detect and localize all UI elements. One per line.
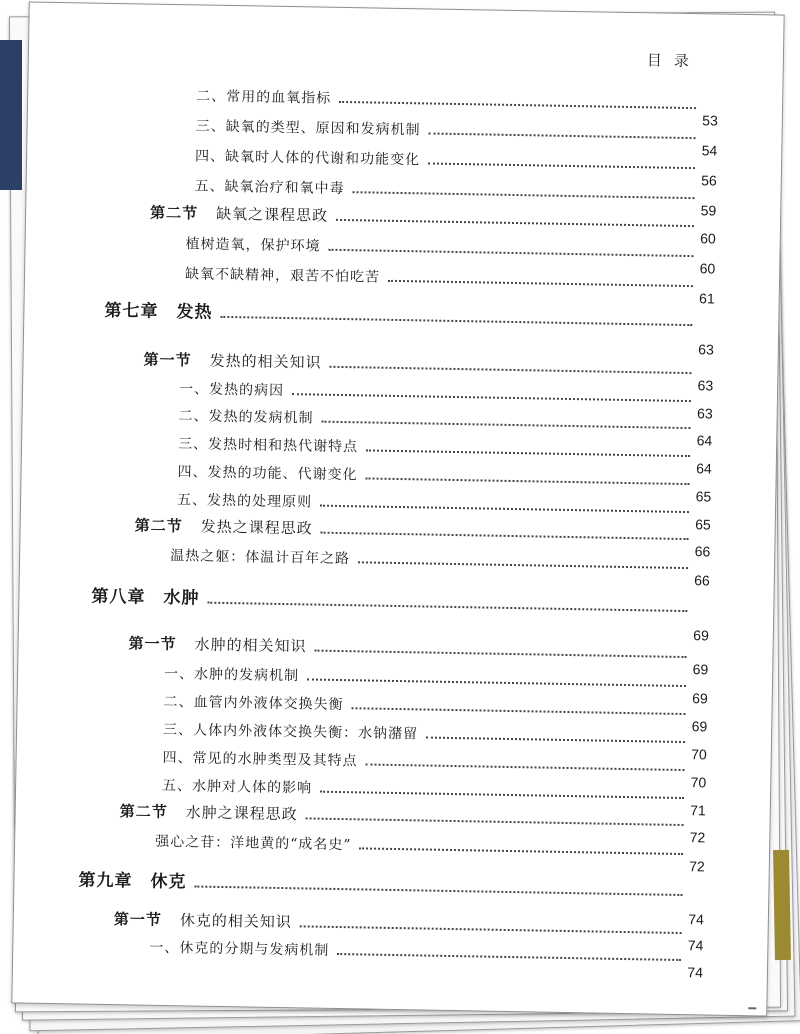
section-number: 第一节 (143, 350, 192, 370)
toc-page (11, 1, 784, 1016)
toc-page-number: 69 (692, 661, 709, 678)
toc-entry-label: 一、发热的病因 (178, 381, 285, 399)
toc-section-label (120, 800, 298, 824)
toc-page-number: 70 (691, 746, 707, 763)
toc-page-number: 59 (700, 202, 717, 219)
toc-page-number: 63 (698, 341, 714, 358)
chapter-number: 第八章 (91, 586, 146, 608)
section-title: 发热的相关知识 (209, 351, 322, 372)
leader-dots (320, 790, 684, 799)
toc-entry-label: 三、人体内外液体交换失衡：水钠潴留 (162, 721, 419, 743)
table-of-contents (12, 2, 783, 1015)
leader-dots (306, 816, 684, 826)
toc-entry-label: 缺氧不缺精神，艰苦不怕吃苦 (184, 266, 381, 286)
toc-page-number: 54 (701, 142, 718, 159)
toc-page-number: 61 (699, 290, 715, 307)
toc-entry-label: 四、常见的水肿类型及其特点 (162, 749, 358, 770)
toc-page-number: 56 (701, 172, 717, 189)
toc-entry-label: 四、缺氧时人体的代谢和功能变化 (194, 148, 421, 169)
section-title: 发热之课程思政 (200, 517, 313, 538)
page-corner-mark (748, 1007, 756, 1009)
toc-page-number: 72 (689, 858, 705, 875)
toc-page-number: 72 (689, 829, 706, 846)
leader-dots (366, 762, 685, 771)
leader-dots (328, 248, 693, 257)
leader-dots (428, 161, 695, 169)
leader-dots (315, 649, 687, 658)
leader-dots (339, 100, 696, 109)
section-number: 第二节 (119, 802, 168, 822)
toc-entry-label: 植树造氧，保护环境 (185, 236, 321, 255)
toc-page-number: 63 (697, 377, 714, 394)
toc-page-number: 66 (694, 543, 711, 560)
section-title: 缺氧之课程思政 (215, 204, 329, 225)
toc-entry-label: 五、缺氧治疗和氧中毒 (194, 178, 345, 198)
section-title: 休克的相关知识 (179, 911, 292, 932)
toc-page-number: 69 (693, 627, 709, 644)
toc-section-label (150, 202, 328, 226)
section-number: 第二节 (134, 516, 183, 536)
running-head: 目录 (646, 51, 702, 71)
leader-dots (359, 846, 683, 855)
toc-page-number: 65 (695, 516, 711, 533)
toc-page-number: 64 (696, 432, 713, 449)
toc-entry-label: 一、水肿的发病机制 (163, 665, 300, 685)
leader-dots (300, 924, 682, 934)
leader-dots (351, 706, 685, 715)
toc-entry-label: 二、血管内外液体交换失衡 (163, 693, 344, 714)
toc-page-number: 71 (690, 802, 706, 819)
toc-section-label (143, 349, 321, 373)
leader-dots (337, 952, 681, 961)
leader-dots (353, 190, 695, 199)
cover-edge-band-right (773, 850, 791, 960)
leader-dots (336, 218, 694, 227)
leader-dots (194, 885, 682, 897)
toc-page-number: 53 (702, 112, 718, 129)
toc-chapter-label (104, 296, 212, 323)
leader-dots (321, 420, 690, 429)
cover-edge-band (0, 40, 22, 190)
toc-entry[interactable] (155, 831, 705, 875)
toc-page-number: 74 (687, 937, 704, 954)
toc-entry-label: 四、发热的功能、代谢变化 (177, 464, 358, 484)
leader-dots (366, 476, 690, 485)
toc-section-label (114, 908, 292, 932)
leader-dots (429, 131, 696, 139)
leader-dots (307, 677, 686, 687)
toc-page-number: 74 (688, 911, 705, 928)
section-number: 第二节 (149, 203, 199, 223)
leader-dots (321, 531, 689, 540)
leader-dots (329, 365, 691, 374)
section-title: 水肿的相关知识 (194, 635, 307, 656)
section-number: 第一节 (113, 910, 162, 929)
toc-page-number: 69 (691, 718, 708, 735)
chapter-title: 休克 (150, 871, 187, 893)
toc-page-number: 60 (699, 260, 716, 277)
toc-entry-label: 温热之躯：体温计百年之路 (170, 548, 351, 568)
chapter-number: 第九章 (78, 870, 133, 892)
toc-page-number: 60 (700, 230, 716, 247)
leader-dots (366, 448, 690, 457)
toc-entry-label: 二、常用的血氧指标 (196, 88, 332, 107)
toc-section-label (134, 514, 312, 538)
toc-page-number: 65 (695, 488, 712, 505)
toc-page-number: 66 (694, 572, 710, 589)
toc-entry-label: 一、休克的分期与发病机制 (149, 939, 330, 959)
toc-entry[interactable] (170, 545, 710, 589)
chapter-title: 水肿 (163, 587, 200, 609)
leader-dots (320, 504, 689, 513)
toc-chapter-label (78, 865, 186, 892)
toc-entry-label: 五、水肿对人体的影响 (161, 777, 313, 797)
leader-dots (207, 601, 687, 612)
toc-page-number: 63 (696, 405, 713, 422)
leader-dots (358, 560, 688, 569)
leader-dots (388, 279, 693, 287)
toc-page-number: 69 (692, 690, 708, 707)
chapter-title: 发热 (176, 302, 213, 323)
toc-entry-label: 强心之苷：洋地黄的“成名史” (155, 833, 352, 854)
section-title: 水肿之课程思政 (185, 803, 298, 824)
toc-entry-label: 二、发热的发病机制 (178, 408, 314, 427)
chapter-number: 第七章 (104, 300, 159, 322)
leader-dots (292, 392, 691, 402)
toc-page-number: 74 (687, 964, 704, 981)
section-number: 第一节 (128, 634, 177, 654)
toc-entry[interactable] (149, 937, 704, 981)
toc-page-number: 64 (696, 460, 712, 477)
toc-chapter-entry[interactable] (104, 296, 714, 358)
toc-entry-label: 三、缺氧的类型、原因和发病机制 (195, 118, 421, 139)
toc-entry-label: 三、发热时相和热代谢特点 (177, 436, 359, 456)
toc-entry[interactable] (184, 263, 715, 307)
toc-entry-label: 五、发热的处理原则 (176, 492, 313, 511)
toc-section-label (128, 632, 306, 656)
leader-dots (220, 315, 692, 326)
toc-chapter-label (91, 582, 199, 609)
leader-dots (426, 736, 685, 744)
toc-page-number: 70 (690, 774, 707, 791)
